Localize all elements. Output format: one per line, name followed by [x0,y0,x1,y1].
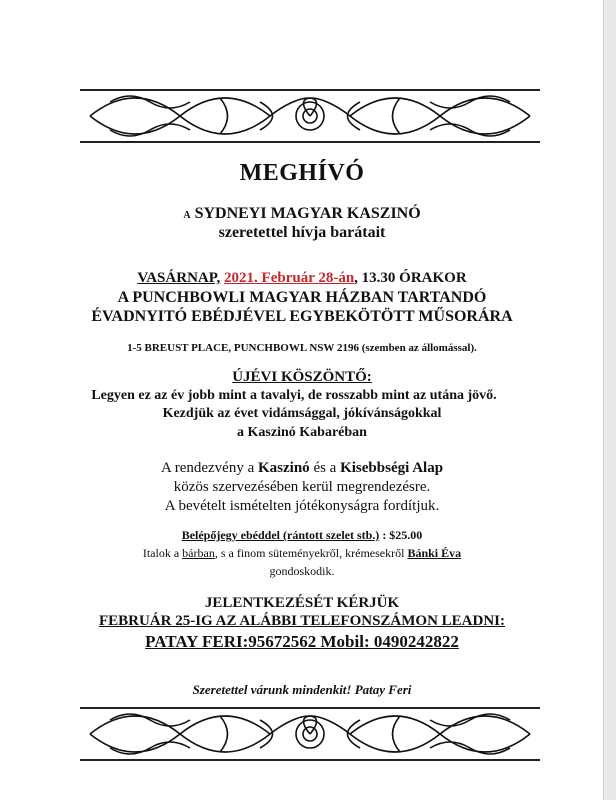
greeting-heading: ÚJÉVI KÖSZÖNTŐ: [232,369,372,385]
greeting-line-2: Kezdjük az évet vidámsággal, jókívánságokkal [162,406,442,421]
registration-line-2: FEBRUÁR 25-IG AZ ALÁBBI TELEFONSZÁMON LEADNI: [98,613,506,629]
registration-line-1: JELENTKEZÉSÉT KÉRJÜK [204,595,400,611]
vertical-scrollbar[interactable] [603,0,616,800]
drinks-line-2: gondoskodik. [269,564,335,578]
organizer-kaszino: Kaszinó [258,460,310,476]
organizers-line-2: közös szervezésében kerül megrendezésre. [173,479,431,495]
drinks-text-a: Italok a [142,546,183,560]
organizer-kisebbsegi-alap: Kisebbségi Alap [340,460,444,476]
top-ornament-border [80,82,540,150]
organizers-text-a: A rendezvény a [160,460,258,476]
event-time: , 13.30 ÓRAKOR [354,270,467,286]
ticket-label: Belépőjegy ebéddel (rántott szelet stb.) [181,528,380,542]
organizers-text-c: és a [309,460,341,476]
drinks-text-c: , s a finom süteményekről, krémesekről [214,546,408,560]
page-title: MEGHÍVÓ [239,160,365,186]
organizers-line-1 [0,460,604,477]
kaszino-prefix: A [183,210,191,221]
kaszino-name-line [0,205,604,223]
registration-phone: PATAY FERI:95672562 Mobil: 0490242822 [145,632,459,651]
kaszino-name: SYDNEYI MAGYAR KASZINÓ [194,205,421,222]
organizers-line-3: A bevételt ismételten jótékonyságra fordítjuk. [164,498,440,514]
ornament-svg-top [80,82,540,150]
venue-line-1: A PUNCHBOWLI MAGYAR HÁZBAN TARTANDÓ [117,289,487,306]
ornament-svg-bottom [80,700,540,768]
event-date: 2021. Február 28-án [224,270,355,286]
ticket-price: : $25.00 [379,528,423,542]
drinks-bar: bárban [182,546,215,560]
ticket-price-line [0,528,604,543]
venue-line-2: ÉVADNYITÓ EBÉDJÉVEL EGYBEKÖTÖTT MŰSORÁRA [91,308,513,325]
event-address: 1-5 BREUST PLACE, PUNCHBOWL NSW 2196 (szemben az állomással). [127,342,477,354]
bottom-ornament-border [80,700,540,768]
kaszino-subtitle: szeretettel hívja barátait [218,224,386,241]
drinks-banki-eva: Bánki Éva [407,546,462,560]
greeting-line-1: Legyen ez az év jobb mint a tavalyi, de rosszabb mint az utána jövő. [91,388,497,403]
greeting-line-3: a Kaszinó Kabaréban [237,425,367,440]
event-day: VASÁRNAP, [137,270,221,286]
drinks-line [0,546,604,561]
event-date-line [0,270,604,287]
closing-signature: Szeretettel várunk mindenkit! Patay Feri [192,682,412,697]
